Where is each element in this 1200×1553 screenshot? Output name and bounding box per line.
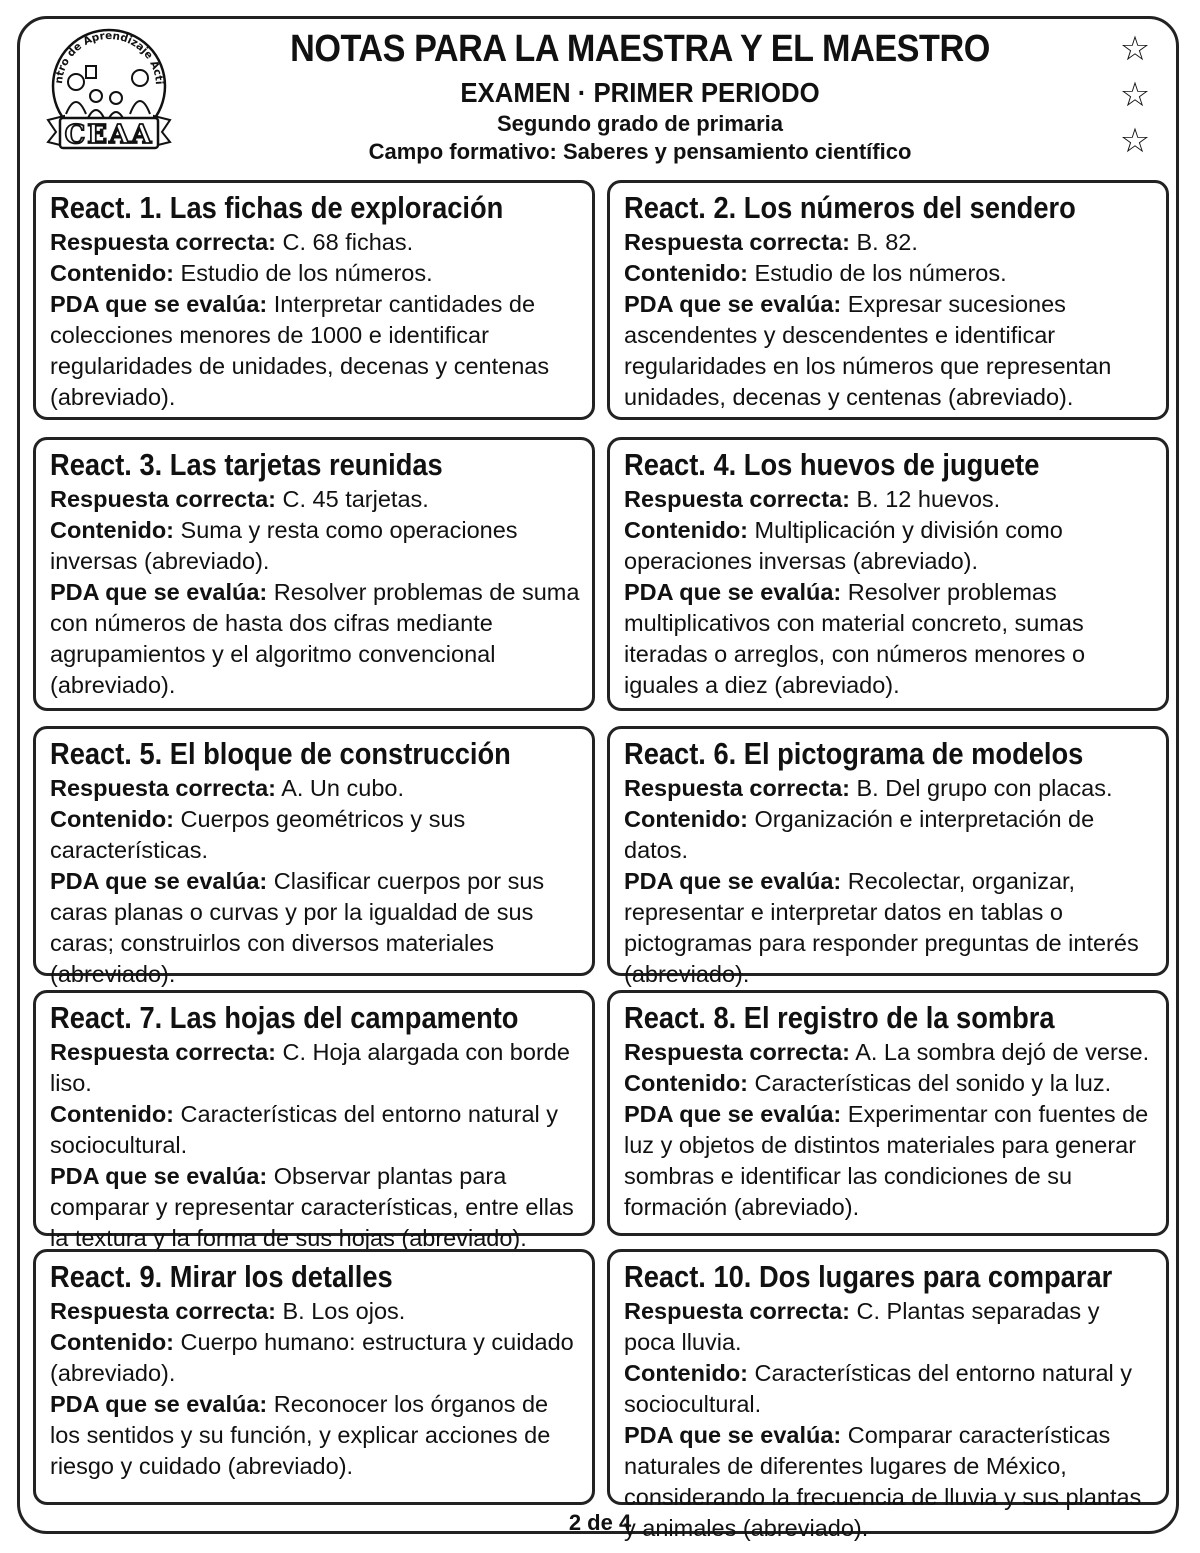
page-header — [190, 26, 1090, 166]
content-label: Contenido: — [50, 806, 174, 832]
content-value: Características del sonido y la luz. — [754, 1070, 1112, 1096]
answer-value: A. La sombra dejó de verse. — [855, 1039, 1150, 1065]
star-icon: ☆ — [1119, 76, 1151, 114]
answer-label: Respuesta correcta: — [624, 1298, 850, 1324]
star-column — [1115, 26, 1155, 164]
pda-line — [624, 1099, 1154, 1223]
content-value: Características del entorno natural y sociocultural. — [624, 1360, 1133, 1417]
pda-value: Experimentar con fuentes de luz y objetos de distintos materiales para generar sombras e identificar las condiciones de su formación (abreviado). — [624, 1101, 1149, 1220]
pda-line — [50, 1161, 580, 1254]
star-icon: ☆ — [1119, 30, 1151, 68]
content-value: Cuerpos geométricos y sus características. — [50, 806, 466, 863]
answer-value: B. Del grupo con placas. — [856, 775, 1113, 801]
card-title: React. 8. El registro de la sombra — [624, 1000, 1055, 1035]
answer-value: B. 12 huevos. — [856, 486, 1001, 512]
answer-label: Respuesta correcta: — [50, 1039, 276, 1065]
pda-value: Observar plantas para comparar y representar características, entre ellas la textura y la forma de sus hojas (abreviado). — [50, 1163, 574, 1251]
exam-subtitle: EXAMEN · PRIMER PERIODO — [460, 77, 820, 108]
answer-value: B. Los ojos. — [282, 1298, 406, 1324]
card-title: React. 1. Las fichas de exploración — [50, 190, 504, 225]
answer-line — [624, 1296, 1154, 1358]
content-label: Contenido: — [624, 517, 748, 543]
pda-line — [624, 289, 1154, 413]
grade-line: Segundo grado de primaria — [496, 111, 784, 136]
answer-line — [624, 227, 1154, 258]
content-value: Estudio de los números. — [180, 260, 433, 286]
page-title: NOTAS PARA LA MAESTRA Y EL MAESTRO — [290, 28, 990, 70]
card-title: React. 2. Los números del sendero — [624, 190, 1076, 225]
content-label: Contenido: — [50, 1329, 174, 1355]
answer-value: C. 45 tarjetas. — [282, 486, 429, 512]
pda-line — [50, 866, 580, 990]
content-line — [624, 258, 1154, 289]
answer-value: A. Un cubo. — [281, 775, 404, 801]
content-label: Contenido: — [50, 517, 174, 543]
content-line — [624, 515, 1154, 577]
answer-label: Respuesta correcta: — [50, 775, 276, 801]
content-line — [50, 515, 580, 577]
pda-value: Interpretar cantidades de colecciones menores de 1000 e identificar regularidades de unidades, decenas y centenas (abreviado). — [50, 291, 550, 410]
answer-label: Respuesta correcta: — [624, 229, 850, 255]
pda-line — [50, 577, 580, 701]
content-line — [624, 804, 1154, 866]
answer-line — [50, 1037, 580, 1099]
content-label: Contenido: — [624, 1360, 748, 1386]
content-label: Contenido: — [50, 260, 174, 286]
content-label: Contenido: — [624, 806, 748, 832]
pda-line — [624, 577, 1154, 701]
content-value: Estudio de los números. — [754, 260, 1007, 286]
answer-line — [50, 1296, 580, 1327]
answer-value: C. 68 fichas. — [282, 229, 414, 255]
answer-value: B. 82. — [856, 229, 918, 255]
answer-label: Respuesta correcta: — [624, 1039, 850, 1065]
card-title: React. 5. El bloque de construcción — [50, 736, 511, 771]
pda-value: Resolver problemas de suma con números de hasta dos cifras mediante agrupamientos y el algoritmo convencional (abreviado). — [50, 579, 580, 698]
pda-label: PDA que se evalúa: — [50, 1391, 268, 1417]
answer-label: Respuesta correcta: — [624, 775, 850, 801]
answer-value: C. Plantas separadas y poca lluvia. — [624, 1298, 1100, 1355]
svg-text:CEAA: CEAA — [64, 120, 154, 150]
pda-label: PDA que se evalúa: — [50, 1163, 268, 1189]
content-line — [50, 1099, 580, 1161]
svg-text:Centro de Aprendizaje Activo: ntro de Aprendizaje Acti — [52, 29, 166, 85]
pda-value: Reconocer los órganos de los sentidos y su función, y explicar acciones de riesgo y cuidado (abreviado). — [50, 1391, 551, 1479]
content-line — [624, 1068, 1154, 1099]
field-line: Campo formativo: Saberes y pensamiento científico — [368, 139, 912, 164]
pda-label: PDA que se evalúa: — [624, 1101, 842, 1127]
pda-value: Comparar características naturales de diferentes lugares de México, considerando la frecuencia de lluvia y sus plantas y animales (abreviado). — [624, 1422, 1142, 1541]
pda-value: Recolectar, organizar, representar e interpretar datos en tablas o pictogramas para responder preguntas de interés (abreviado). — [624, 868, 1139, 987]
answer-card — [33, 990, 595, 1251]
content-label: Contenido: — [624, 260, 748, 286]
page-number: 2 de 4 — [568, 1510, 632, 1535]
pda-label: PDA que se evalúa: — [50, 291, 268, 317]
content-value: Características del entorno natural y sociocultural. — [50, 1101, 559, 1158]
pda-value: Resolver problemas multiplicativos con material concreto, sumas iteradas o arreglos, con números menores o iguales a diez (abreviado). — [624, 579, 1086, 698]
pda-line — [50, 289, 580, 413]
answer-card — [607, 437, 1169, 711]
pda-label: PDA que se evalúa: — [624, 1422, 842, 1448]
content-line — [50, 804, 580, 866]
answer-card — [33, 1249, 595, 1505]
ceaa-logo — [44, 24, 174, 152]
pda-label: PDA que se evalúa: — [624, 868, 842, 894]
answer-card — [607, 990, 1169, 1236]
answer-card — [607, 726, 1169, 987]
content-line — [50, 1327, 580, 1389]
answer-card — [33, 726, 595, 987]
answer-card — [607, 1249, 1169, 1541]
pda-label: PDA que se evalúa: — [624, 579, 842, 605]
pda-value: Expresar sucesiones ascendentes y descendentes e identificar regularidades en los números que representan unidades, decenas y centenas (abreviado). — [624, 291, 1112, 410]
content-label: Contenido: — [624, 1070, 748, 1096]
card-title: React. 3. Las tarjetas reunidas — [50, 447, 443, 482]
pda-label: PDA que se evalúa: — [624, 291, 842, 317]
answer-line — [624, 773, 1154, 804]
content-value: Suma y resta como operaciones inversas (abreviado). — [50, 517, 518, 574]
card-title: React. 4. Los huevos de juguete — [624, 447, 1040, 482]
content-value: Multiplicación y división como operaciones inversas (abreviado). — [624, 517, 1063, 574]
pda-value: Clasificar cuerpos por sus caras planas o curvas y por la igualdad de sus caras; construirlos con diversos materiales (abreviado). — [50, 868, 545, 987]
pda-line — [50, 1389, 580, 1482]
answer-line — [624, 1037, 1154, 1068]
answer-card — [33, 437, 595, 711]
answer-label: Respuesta correcta: — [50, 1298, 276, 1324]
content-line — [624, 1358, 1154, 1420]
answer-line — [50, 227, 580, 258]
answer-line — [50, 773, 580, 804]
pda-line — [624, 866, 1154, 990]
card-title: React. 6. El pictograma de modelos — [624, 736, 1084, 771]
answer-card — [33, 180, 595, 420]
content-line — [50, 258, 580, 289]
card-title: React. 7. Las hojas del campamento — [50, 1000, 519, 1035]
content-label: Contenido: — [50, 1101, 174, 1127]
card-title: React. 9. Mirar los detalles — [50, 1259, 393, 1294]
answer-label: Respuesta correcta: — [50, 229, 276, 255]
answer-value: C. Hoja alargada con borde liso. — [50, 1039, 570, 1096]
answer-line — [624, 484, 1154, 515]
content-value: Cuerpo humano: estructura y cuidado (abreviado). — [50, 1329, 574, 1386]
answer-line — [50, 484, 580, 515]
answer-card — [607, 180, 1169, 420]
pda-label: PDA que se evalúa: — [50, 868, 268, 894]
answer-label: Respuesta correcta: — [50, 486, 276, 512]
content-value: Organización e interpretación de datos. — [624, 806, 1095, 863]
card-title: React. 10. Dos lugares para comparar — [624, 1259, 1113, 1294]
pda-label: PDA que se evalúa: — [50, 579, 268, 605]
answer-label: Respuesta correcta: — [624, 486, 850, 512]
star-icon: ☆ — [1119, 122, 1151, 160]
